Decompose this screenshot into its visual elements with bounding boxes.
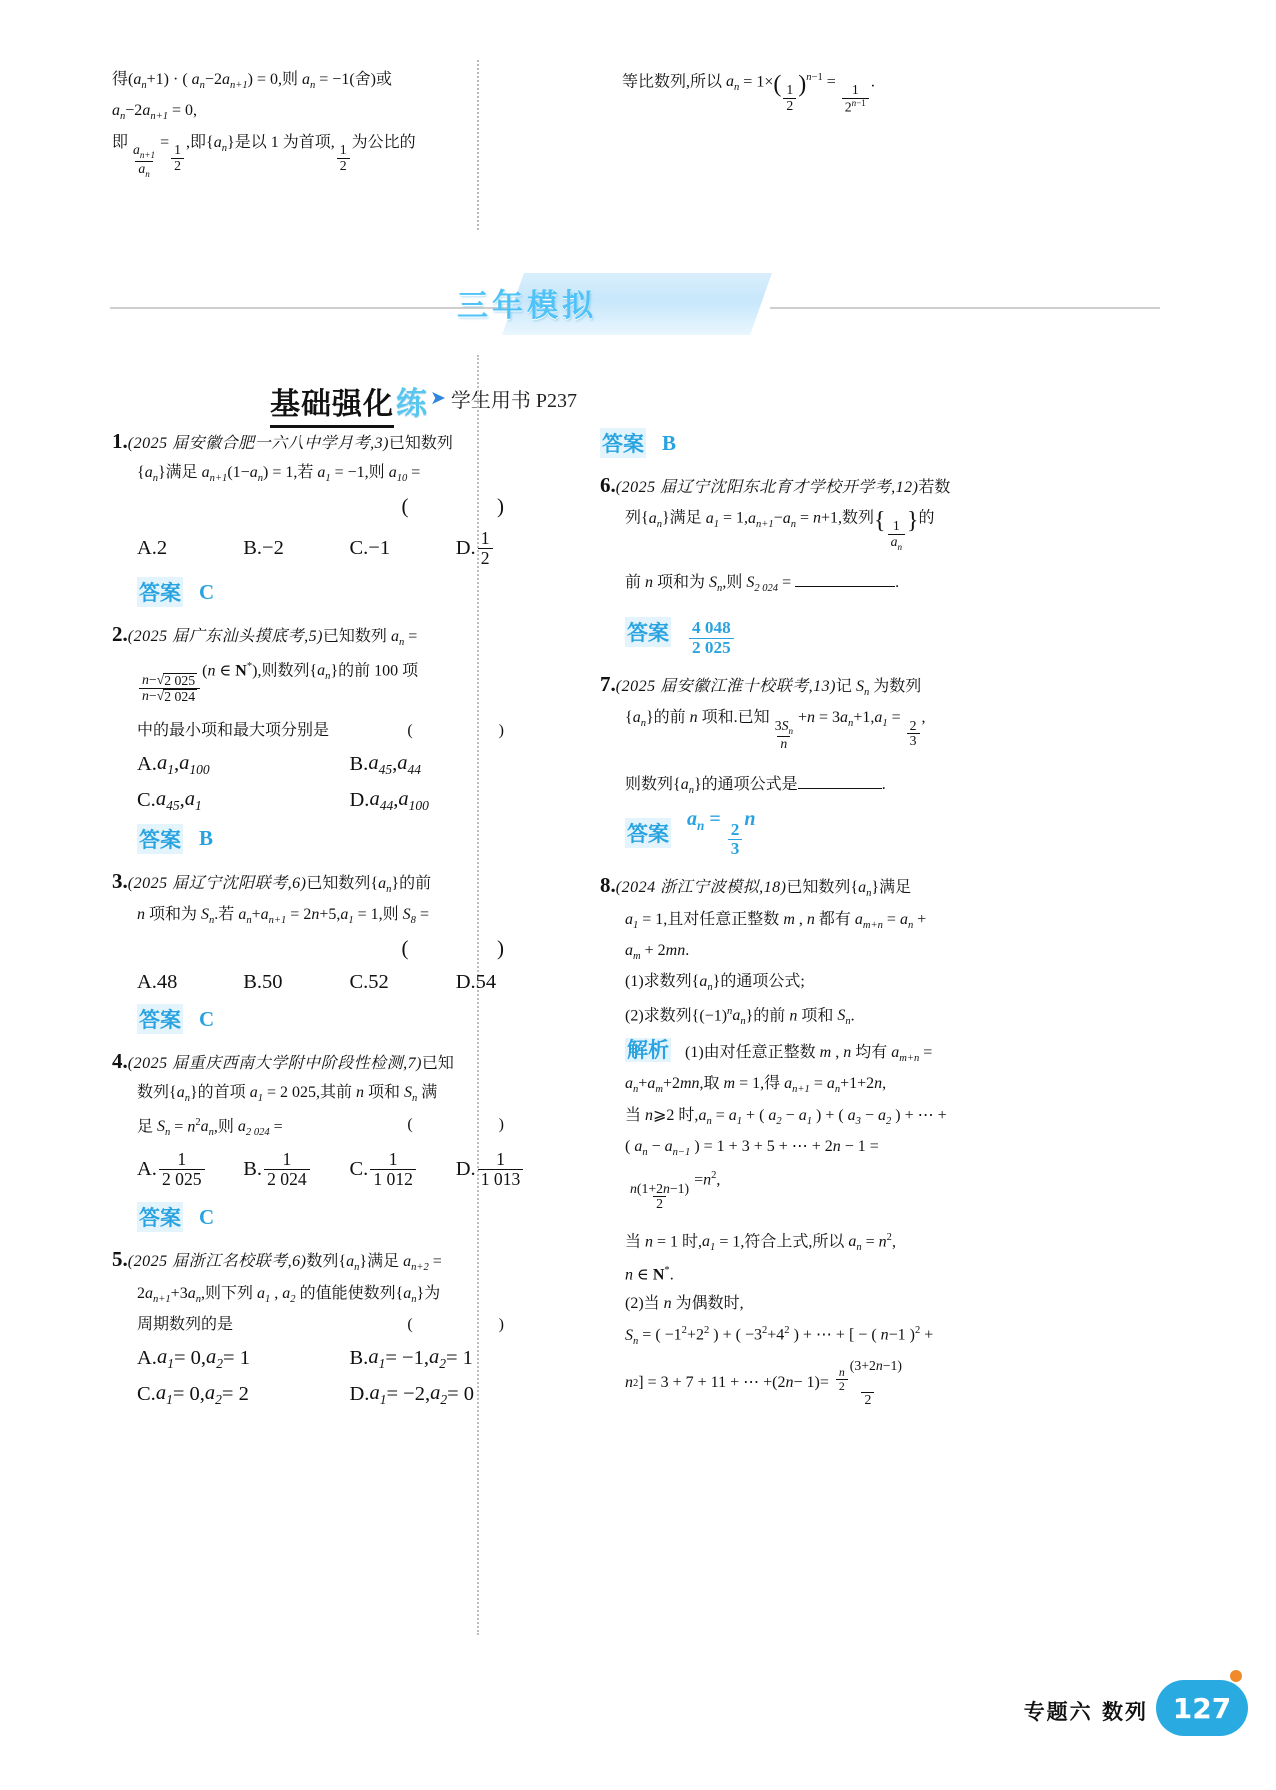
solution-line-1: 解析 (1)由对任意正整数 m , n 均有 $a_{m+n}$ =	[627, 1038, 933, 1065]
question-7-answer-row	[625, 808, 1055, 858]
student-book-ref	[430, 384, 577, 413]
page-number-badge: 127	[1156, 1680, 1248, 1736]
left-column	[112, 430, 562, 1421]
page-footer	[0, 1688, 1276, 1748]
answer-label: 答案	[137, 1202, 183, 1232]
question-5-line-2: $2a_{n+1}+3a_n$,则下列 $a_1$ , $a_2$ 的值能使数列$\{a_n\}$为	[137, 1284, 441, 1305]
question-3-answer-row	[137, 1004, 562, 1034]
student-book-ref-label: 学生用书 P237	[450, 390, 578, 412]
question-8-line-2: $a_1 = 1$,且对任意正整数 m , n 都有 $a_{m+n} = a_n$ +	[625, 910, 927, 931]
question-5-answer-row	[600, 428, 1055, 458]
top-left-line-3: 即 $\frac{a_{n+1}}{a_n}$ = $\frac{1}{2}$ ,即$\{a_n\}$是以 1 为首项, $\frac{1}{2}$ 为公比的	[112, 133, 416, 179]
question-3-line-2: n 项和为 $S_n$.若 $a_n+a_{n+1} = 2n+5,a_1 = 1$,则 $S_8$ =	[137, 906, 429, 927]
question-8	[600, 874, 1055, 1408]
option-b[interactable]: B. $a_1$ = −1, $a_2$ = 1	[349, 1345, 473, 1371]
subsection-title-blue: 练	[396, 386, 427, 422]
option-d[interactable]: D. $a_{44}$ , $a_{100}$	[349, 787, 429, 813]
question-6	[600, 474, 1055, 657]
option-a[interactable]: A. $a_1$ = 0, $a_2$ = 1	[137, 1345, 250, 1371]
answer-label: 答案	[137, 1004, 183, 1034]
option-c[interactable]: C.−1	[349, 536, 391, 559]
question-2-options-row-1	[112, 752, 562, 778]
solution-label: 解析	[627, 1038, 669, 1063]
option-c[interactable]: C. $a_1$ = 0, $a_2$ = 2	[137, 1381, 249, 1407]
option-c[interactable]: C. $\frac{1}{1 012}$	[350, 1150, 456, 1188]
solution-line-10: n 2 ] = 3 + 7 + 11 + ⋯ + ( 2 n − 1 ) = $\frac{n}{2}$ (3+2n−1) 2	[625, 1357, 902, 1408]
answer-value: C	[199, 1006, 215, 1031]
option-c[interactable]: C.52	[349, 971, 389, 994]
top-left-line-1: 得$(a_n+1)$ · ( $a_n-2a_{n+1}) = 0$,则 $a_n = -1$(舍)或	[112, 71, 392, 92]
question-1-options	[112, 529, 562, 567]
question-8-line-3: $a_m + 2mn$.	[625, 942, 690, 963]
question-3-choice-marker: ( )	[401, 936, 530, 961]
footer-accent-dot	[1230, 1670, 1242, 1682]
option-a[interactable]: A.2	[137, 536, 168, 559]
question-5	[112, 1248, 562, 1408]
question-1	[112, 430, 562, 607]
right-column	[600, 430, 1055, 1421]
question-4-options	[112, 1150, 562, 1188]
option-a[interactable]: A. $\frac{1}{2 025}$	[137, 1150, 243, 1188]
subsection-title-black: 基础强化	[270, 379, 394, 428]
option-d[interactable]: D. $\frac{1}{1 013}$	[456, 1150, 562, 1188]
question-6-line-1: 6.(2025 届辽宁沈阳东北育才学校开学考,12)若数	[600, 473, 951, 497]
solution-line-6: 当 n = 1 时$,a_1 = 1$,符合上式,所以 $a_n = n^2$,	[625, 1231, 896, 1254]
question-8-part-2: (2)求数列$\{(-1)^na_n\}$的前 n 项和 $S_n$.	[625, 1005, 855, 1028]
option-b[interactable]: B.−2	[243, 536, 284, 559]
option-a[interactable]: A. $a_1$ , $a_{100}$	[137, 751, 210, 777]
question-2-line-3: 中的最小项和最大项分别是 ( )	[137, 721, 530, 739]
answer-value: $\frac{4 048}{2 025}$	[687, 606, 736, 656]
question-2-line-2: n−√ 2 025 n−√ 2 024 (n ∈ N*),则数列$\{a_n\}$的前 100 项	[112, 661, 562, 705]
question-2	[112, 623, 562, 854]
question-6-line-2: 列$\{a_n\}$满足 $a_1 = 1,a_{n+1}-a_n = n+1$,数列{ $\frac{1}{a_n}$ }的	[625, 507, 935, 552]
question-4-line-1: 4.(2025 届重庆西南大学附中阶段性检测,7)已知	[112, 1049, 454, 1074]
question-3-options	[112, 971, 562, 994]
question-1-line-2: $\{a_n\}$满足 $a_{n+1}(1-a_n) = 1$,若 $a_1 = -1$,则 $a_{10}$ =	[137, 463, 421, 484]
question-5-line-3: 周期数列的是 ( )	[137, 1316, 530, 1333]
solution-line-7: n ∈ N*.	[625, 1265, 674, 1284]
option-d[interactable]: D. $a_1$ = −2, $a_2$ = 0	[349, 1381, 475, 1407]
question-2-options-row-2	[112, 788, 562, 814]
option-a[interactable]: A.48	[137, 971, 178, 994]
top-right-column	[622, 72, 1052, 127]
question-5-options-row-2	[112, 1382, 562, 1408]
question-1-answer-row	[137, 577, 562, 607]
answer-value: C	[199, 579, 215, 604]
column-divider-top	[477, 60, 479, 230]
question-4-line-2: 数列$\{a_n\}$的首项 $a_1 = 2$ 025,其前 n 项和 $S_n$ 满	[137, 1084, 438, 1105]
subsection-header	[270, 378, 427, 422]
option-b[interactable]: B.50	[243, 971, 283, 994]
question-6-line-3: 前 n 项和为 $S_n$,则 $S_{2 024}$ = .	[600, 570, 1055, 594]
solution-line-3: 当 n⩾2 时$,a_n = a_1$ + ( $a_2 - a_1$ ) + ( $a_3 - a_2$ ) + ⋯ +	[625, 1106, 947, 1127]
option-b[interactable]: B. $\frac{1}{2 024}$	[243, 1150, 349, 1188]
question-3-line-1: 3.(2025 届辽宁沈阳联考,6)已知数列$\{a_n\}$的前	[112, 868, 432, 896]
answer-value: $a_n$ = $\frac{2}{3}$ n	[687, 808, 756, 859]
answer-label: 答案	[625, 617, 671, 647]
option-d[interactable]: D.54	[455, 971, 497, 994]
question-8-line-1: 8.(2024 浙江宁波模拟,18)已知数列$\{a_n\}$满足	[600, 873, 912, 900]
question-1-choice-marker: ( )	[401, 494, 530, 519]
top-left-column	[112, 72, 557, 191]
answer-label: 答案	[600, 428, 646, 458]
play-arrow-icon: ➤	[430, 388, 446, 409]
question-8-part-1: (1)求数列$\{a_n\}$的通项公式;	[625, 973, 805, 994]
answer-label: 答案	[137, 577, 183, 607]
answer-value: C	[199, 1204, 215, 1229]
solution-line-8: (2)当 n 为偶数时,	[625, 1295, 744, 1313]
solution-line-4: ( $a_n - a_{n-1}$ ) = 1 + 3 + 5 + ⋯ + 2n − 1 =	[625, 1137, 879, 1159]
top-right-line-1: 等比数列,所以 $a_n = 1\times$( $\frac{1}{2}$ )$^{n-1}$ = $\frac{1}{2^{n-1}}$ .	[622, 71, 875, 115]
top-left-line-2: $a_n-2a_{n+1} = 0$,	[112, 102, 198, 123]
question-3	[112, 870, 562, 1035]
question-2-line-1: 2.(2025 届广东汕头摸底考,5)已知数列 $a_n$ =	[112, 622, 418, 649]
question-4-line-3: 足 $S_n = n^2a_n$,则 $a_{2 024}$ = ( )	[137, 1115, 530, 1139]
top-continuation-block	[112, 72, 1052, 237]
question-7-line-2: $\{a_n\}$的前 n 项和.已知 $\frac{3S_n}{n}$ $+n = 3a_n+1,a_1$ = $\frac{2}{3}$ ,	[625, 709, 926, 752]
solution-line-2: $a_n+a_m+2mn$,取 m = 1,得 $a_{n+1} = a_n+1+2n$,	[625, 1075, 887, 1096]
question-5-options-row-1	[112, 1346, 562, 1372]
answer-value: B	[662, 430, 677, 455]
question-5-line-1: 5.(2025 届浙江名校联考,6)数列$\{a_n\}$满足 $a_{n+2}$ =	[112, 1247, 442, 1274]
question-4	[112, 1050, 562, 1232]
question-7	[600, 673, 1055, 859]
solution-line-9: $S_n$ = ( $-1^2+2^2$ ) + ( $-3^2+4^2$ ) + ⋯ + [ − ( n−1 )$^2$ +	[625, 1325, 934, 1347]
question-7-line-1: 7.(2025 届安徽江淮十校联考,13)记 $S_n$ 为数列	[600, 671, 922, 699]
option-d[interactable]: D. $\frac{1}{2}$	[456, 529, 562, 567]
question-1-line-1: 1.(2025 届安徽合肥一六八中学月考,3)已知数列	[112, 429, 453, 453]
option-b[interactable]: B. $a_{45}$ , $a_{44}$	[349, 751, 421, 777]
question-6-answer-row	[625, 606, 1055, 656]
answer-label: 答案	[137, 824, 183, 854]
question-4-answer-row	[137, 1202, 562, 1232]
answer-value: B	[199, 826, 214, 851]
footer-chapter-label: 专题六 数列	[1023, 1700, 1148, 1724]
banner-rule-right	[770, 307, 1160, 309]
banner-title: 三年模拟	[457, 287, 597, 324]
answer-label: 答案	[625, 818, 671, 848]
solution-line-5: $\frac{n(1+2n-1)}{2}$ $=n^2$,	[630, 1170, 721, 1212]
question-7-line-3: 则数列$\{a_n\}$的通项公式是 .	[600, 772, 1055, 796]
option-c[interactable]: C. $a_{45}$ , $a_1$	[137, 787, 202, 813]
question-2-answer-row	[137, 824, 562, 854]
